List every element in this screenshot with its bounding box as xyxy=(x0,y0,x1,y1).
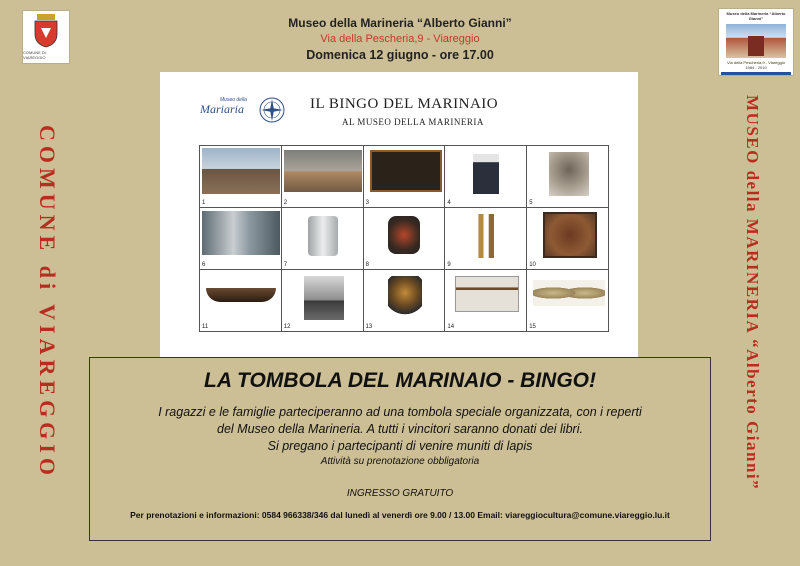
description-line: I ragazzi e le famiglie parteciperanno ad una tombola speciale organizzata, con i reperti xyxy=(158,405,642,419)
ship-model-photo xyxy=(284,150,362,192)
badge-title: Museo della Marineria “Alberto Gianni” xyxy=(726,11,786,21)
cell-number: 1 xyxy=(202,200,206,206)
side-text-museo: MUSEO della MARINERIA “Alberto Gianni” xyxy=(743,95,762,491)
bingo-cell xyxy=(363,270,445,332)
museum-building-image xyxy=(726,24,786,58)
logo-small-text: Museo della xyxy=(220,97,247,103)
rack-photo xyxy=(455,276,519,312)
coat-of-arms-icon xyxy=(32,14,60,48)
cell-number: 8 xyxy=(365,262,369,268)
cell-number: 3 xyxy=(365,200,369,206)
bingo-cell xyxy=(445,146,527,208)
cell-number: 11 xyxy=(202,324,209,330)
machine-photo xyxy=(202,211,280,255)
uniform-photo xyxy=(473,154,499,194)
bingo-cell xyxy=(200,146,282,208)
plaque-photo xyxy=(543,212,597,258)
cell-number: 10 xyxy=(529,262,536,268)
bingo-card-panel xyxy=(160,72,638,362)
cell-number: 2 xyxy=(283,200,288,206)
cell-number: 14 xyxy=(447,324,455,330)
museum-name: Museo della Marineria “Alberto Gianni” xyxy=(288,16,512,30)
museum-address: Via della Pescheria,9 - Viareggio xyxy=(320,33,480,45)
contact-info: Per prenotazioni e informazioni: 0584 966338/346 dal lunedì al venerdì ore 9.00 / 13.00 Email: viareggiocultura@comune.viareggio.lu.it xyxy=(130,510,670,520)
bingo-grid xyxy=(199,145,609,332)
reservation-note: Attività su prenotazione obbligatoria xyxy=(320,456,480,467)
bingo-cell xyxy=(281,208,363,270)
bingo-cell xyxy=(200,208,282,270)
bingo-cell xyxy=(445,270,527,332)
bingo-cell xyxy=(527,208,609,270)
harbor-anchor-photo xyxy=(202,148,280,194)
bingo-cell xyxy=(445,208,527,270)
museum-logo xyxy=(200,94,290,128)
knots-board-photo xyxy=(370,150,442,192)
bingo-cell xyxy=(363,146,445,208)
compass-photo xyxy=(388,276,422,318)
event-title: LA TOMBOLA DEL MARINAIO - BINGO! xyxy=(204,369,596,392)
bingo-cell xyxy=(200,270,282,332)
hull-model-photo xyxy=(206,288,276,302)
bingo-cell xyxy=(281,270,363,332)
description-line: del Museo della Marineria. A tutti i vincitori saranno donati dei libri. xyxy=(217,422,583,436)
cell-number: 12 xyxy=(283,324,291,330)
museum-badge xyxy=(718,8,794,76)
bingo-cell xyxy=(363,208,445,270)
lantern-photo xyxy=(388,216,420,254)
cell-number: 5 xyxy=(529,200,533,206)
event-description xyxy=(90,404,710,469)
cell-number: 6 xyxy=(202,262,206,268)
event-date: Domenica 12 giugno - ore 17.00 xyxy=(306,48,494,62)
cell-number: 7 xyxy=(283,262,288,268)
badge-years: 1984 - 2010 xyxy=(745,65,767,70)
tools-photo xyxy=(473,214,499,258)
bowls-photo xyxy=(533,280,605,306)
badge-bar xyxy=(721,72,791,75)
bingo-cell xyxy=(527,270,609,332)
cell-number: 9 xyxy=(447,262,451,268)
cell-number: 13 xyxy=(365,324,373,330)
crest-caption: COMUNE DI VIAREGGIO xyxy=(23,50,46,60)
bingo-cell xyxy=(281,146,363,208)
jug-photo xyxy=(308,216,338,256)
compass-rose-icon xyxy=(258,96,286,124)
portrait-photo xyxy=(549,152,589,196)
bingo-cell xyxy=(527,146,609,208)
description-line: Si pregano i partecipanti di venire muniti di lapis xyxy=(267,439,533,453)
bingo-card-title: IL BINGO DEL MARINAIO xyxy=(310,96,499,112)
bingo-card-subtitle: AL MUSEO DELLA MARINERIA xyxy=(342,117,484,127)
side-text-comune: COMUNE di VIAREGGIO xyxy=(35,125,60,480)
cell-number: 4 xyxy=(447,200,451,206)
sailing-ship-photo xyxy=(304,276,344,320)
badge-address: Via della Pescheria,9 - Viareggio xyxy=(727,60,785,65)
comune-crest xyxy=(22,10,70,64)
event-info-box xyxy=(89,357,711,541)
event-header xyxy=(250,16,550,62)
cell-number: 15 xyxy=(529,324,536,330)
logo-script-text: Mariaria xyxy=(200,102,245,116)
free-entry-note: INGRESSO GRATUITO xyxy=(346,488,454,499)
